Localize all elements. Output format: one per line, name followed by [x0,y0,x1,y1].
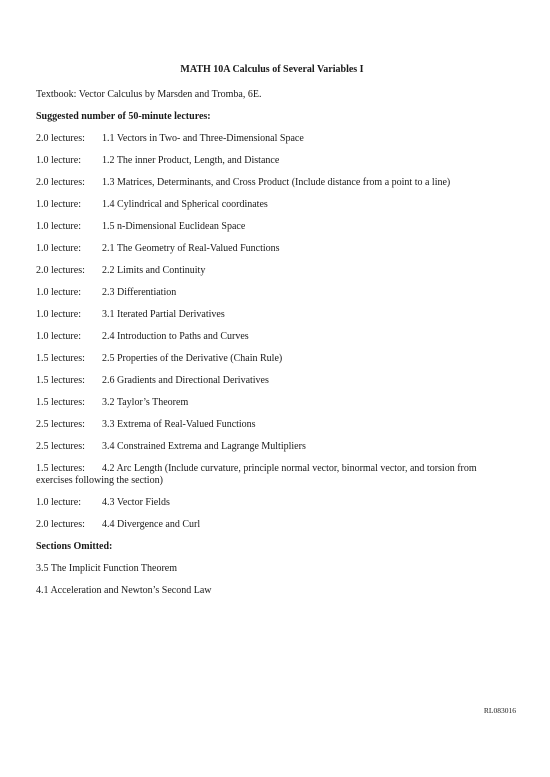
lecture-row [36,419,508,431]
lecture-topic: 2.3 Differentiation [102,287,177,298]
lecture-duration: 1.0 lecture: [36,309,81,320]
lecture-row [36,243,508,255]
lecture-row [36,331,508,343]
lecture-topic: 1.3 Matrices, Determinants, and Cross Product (Include distance from a point to a line) [102,177,451,188]
lecture-topic: 1.2 The inner Product, Length, and Distance [102,155,280,166]
lecture-row [36,353,508,365]
lecture-row [36,221,508,233]
lecture-row [36,177,508,189]
lecture-row [36,463,508,487]
lecture-duration: 1.5 lectures: [36,375,85,386]
lecture-duration: 2.5 lectures: [36,441,85,452]
lecture-duration: 1.0 lecture: [36,155,81,166]
lecture-row [36,265,508,277]
omitted-section: 4.1 Acceleration and Newton’s Second Law [36,585,212,596]
lecture-topic: 3.4 Constrained Extrema and Lagrange Multipliers [102,441,306,452]
lecture-topic: 2.2 Limits and Continuity [102,265,206,276]
lecture-duration: 1.0 lecture: [36,497,81,508]
lecture-topic: 3.3 Extrema of Real-Valued Functions [102,419,256,430]
lecture-duration: 2.0 lectures: [36,265,85,276]
lecture-duration: 1.5 lectures: [36,463,85,474]
document-title: MATH 10A Calculus of Several Variables I [180,64,364,75]
lecture-row [36,497,508,509]
lecture-topic: 4.3 Vector Fields [102,497,170,508]
lecture-duration: 2.0 lectures: [36,519,85,530]
lecture-duration: 2.0 lectures: [36,133,85,144]
lecture-duration: 1.5 lectures: [36,353,85,364]
lecture-duration: 2.0 lectures: [36,177,85,188]
document-body [36,64,508,607]
lecture-topic: 4.4 Divergence and Curl [102,519,201,530]
lecture-row [36,441,508,453]
lecture-row [36,133,508,145]
lecture-list [36,133,508,531]
lecture-duration: 1.0 lecture: [36,331,81,342]
lecture-topic: 1.4 Cylindrical and Spherical coordinates [102,199,268,210]
omitted-section: 3.5 The Implicit Function Theorem [36,563,177,574]
lecture-row [36,287,508,299]
lecture-topic: 4.2 Arc Length (Include curvature, principle normal vector, binormal vector, and torsion from exercises following the section) [36,463,477,486]
lecture-topic: 3.2 Taylor’s Theorem [102,397,189,408]
sections-omitted-heading: Sections Omitted: [36,541,113,552]
lecture-duration: 1.0 lecture: [36,199,81,210]
lecture-row [36,309,508,321]
lecture-topic: 3.1 Iterated Partial Derivatives [102,309,225,320]
lecture-duration: 1.0 lecture: [36,221,81,232]
lecture-duration: 2.5 lectures: [36,419,85,430]
lecture-topic: 2.1 The Geometry of Real-Valued Functions [102,243,280,254]
lecture-topic: 1.5 n-Dimensional Euclidean Space [102,221,246,232]
footer-code: RL083016 [483,706,516,715]
lecture-duration: 1.0 lecture: [36,287,81,298]
lecture-row [36,519,508,531]
lecture-topic: 1.1 Vectors in Two- and Three-Dimensional Space [102,133,304,144]
lecture-topic: 2.5 Properties of the Derivative (Chain Rule) [102,353,283,364]
lecture-duration: 1.0 lecture: [36,243,81,254]
lecture-row [36,375,508,387]
lecture-row [36,199,508,211]
lecture-row [36,155,508,167]
lecture-duration: 1.5 lectures: [36,397,85,408]
lecture-row [36,397,508,409]
lecture-topic: 2.6 Gradients and Directional Derivatives [102,375,269,386]
lecture-topic: 2.4 Introduction to Paths and Curves [102,331,249,342]
textbook-line: Textbook: Vector Calculus by Marsden and Tromba, 6E. [36,89,262,100]
suggested-lectures-heading: Suggested number of 50-minute lectures: [36,111,211,122]
